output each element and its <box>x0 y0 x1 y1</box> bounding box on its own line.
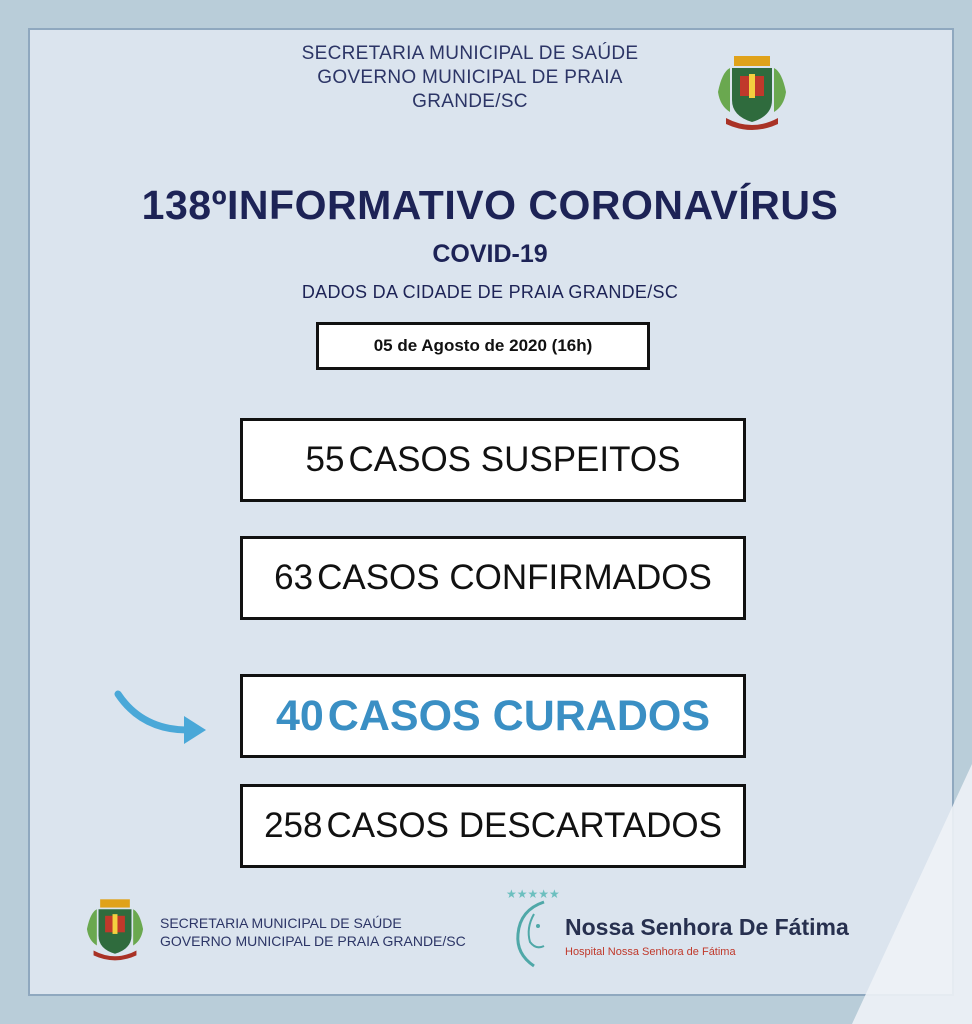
municipal-crest-icon <box>712 52 792 132</box>
svg-text:★★★★★: ★★★★★ <box>506 887 560 901</box>
bulletin-title: 138ºINFORMATIVO CORONAVÍRUS <box>141 182 839 228</box>
cured-label: CASOS CURADOS <box>327 691 711 740</box>
suspected-count: 55 <box>305 440 345 479</box>
municipal-crest-icon <box>82 896 148 962</box>
header-line-1: SECRETARIA MUNICIPAL DE SAÚDE <box>301 43 639 64</box>
footer-block <box>160 914 480 950</box>
curved-arrow-icon <box>112 686 208 746</box>
discarded-count: 258 <box>264 806 323 845</box>
cured-cases-box <box>240 674 746 758</box>
confirmed-count: 63 <box>274 558 314 597</box>
date-text: 05 de Agosto de 2020 (16h) <box>373 336 593 355</box>
bulletin-subtitle: COVID-19 <box>432 240 548 268</box>
date-box <box>316 322 650 370</box>
hospital-logo-icon <box>500 880 564 974</box>
discarded-cases-box <box>240 784 746 868</box>
confirmed-cases-box <box>240 536 746 620</box>
footer-line-1: SECRETARIA MUNICIPAL DE SAÚDE <box>160 915 402 931</box>
confirmed-label: CASOS CONFIRMADOS <box>317 558 712 597</box>
header-line-2: GOVERNO MUNICIPAL DE PRAIA GRANDE/SC <box>317 67 623 112</box>
footer-line-2: GOVERNO MUNICIPAL DE PRAIA GRANDE/SC <box>160 933 466 949</box>
city-data-line: DADOS DA CIDADE DE PRAIA GRANDE/SC <box>301 282 679 302</box>
suspected-label: CASOS SUSPEITOS <box>348 440 681 479</box>
corner-decoration <box>852 764 972 1024</box>
hospital-name: Nossa Senhora De Fátima <box>565 914 849 940</box>
discarded-label: CASOS DESCARTADOS <box>326 806 722 845</box>
suspected-cases-box <box>240 418 746 502</box>
header-block <box>260 42 680 114</box>
cured-count: 40 <box>275 691 324 740</box>
hospital-subtitle: Hospital Nossa Senhora de Fátima <box>565 946 736 958</box>
